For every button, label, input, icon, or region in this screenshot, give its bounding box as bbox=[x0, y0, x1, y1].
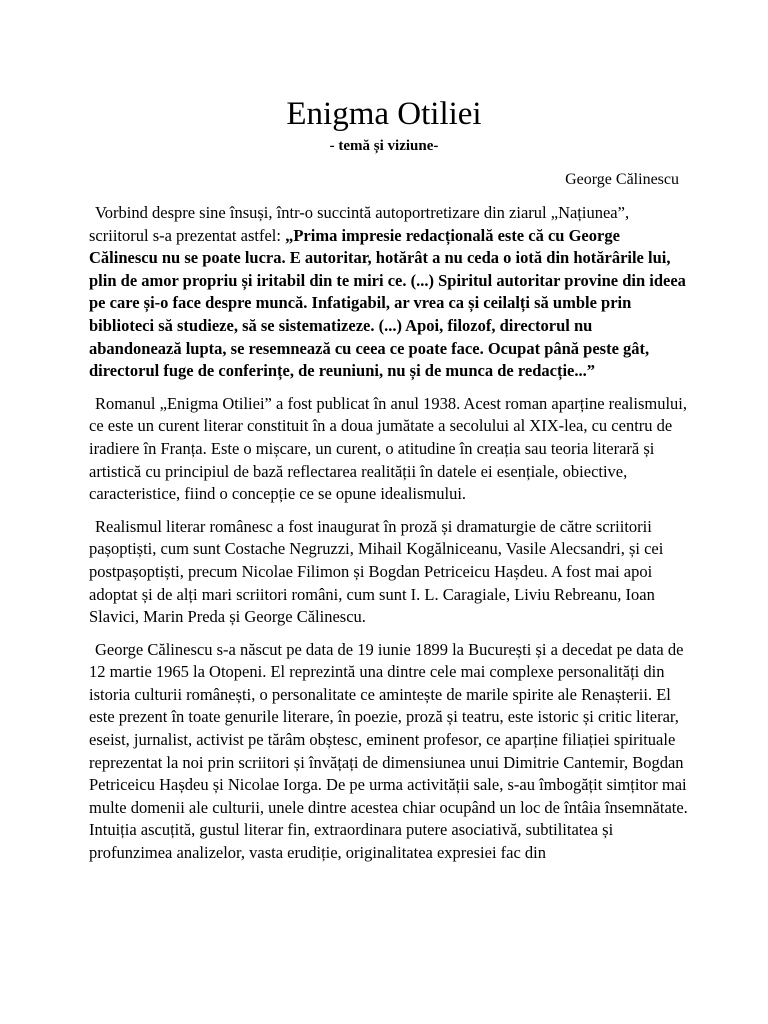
document-author: George Călinescu bbox=[565, 171, 679, 188]
body-paragraph: Romanul „Enigma Otiliei” a fost publicat în anul 1938. Acest roman aparține realismului, ce este un curent literar constituit în a doua jumătate a secolului al XIX-lea, cu centru de iradiere în Franța. Este o mișcare, un curent, o atitudine în creația sau teoria literară și artistică cu principiul de bază reflectarea realității în datele ei esențiale, obiective, caracteristice, fiind o concepție ce se opune idealismului. bbox=[89, 393, 688, 504]
intro-quote: „Prima impresie redacțională este că cu George Călinescu nu se poate lucra. E autoritar, hotărât a nu ceda o iotă din hotărârile lui, plin de amor propriu și iritabil din te miri ce. (...) Spiritul autoritar provine din ideea pe care și-o face despre muncă. Infatigabil, ar vrea ca și ceilalți să umble prin biblioteci să studieze, să se sistematizeze. (...) Apoi, filozof, directorul nu abandonează lupta, se resemnează cu ceea ce poate face. Ocupat până peste gât, directorul fuge de conferințe, de reuniuni, nu și de munca de redacție...” bbox=[89, 225, 686, 381]
intro-lead: Vorbind despre sine însuși, într-o succintă autoportretizare din ziarul „Națiunea”, scriitorul s-a prezentat astfel: bbox=[89, 203, 630, 245]
intro-paragraph bbox=[89, 202, 689, 383]
document-title: Enigma Otiliei bbox=[286, 96, 482, 132]
body-paragraph: George Călinescu s-a născut pe data de 19 iunie 1899 la București și a decedat pe data de 12 martie 1965 la Otopeni. El reprezintă una dintre cele mai complexe personalități din istoria culturii românești, o personalitate ce amintește de marile spirite ale Renașterii. El este prezent în toate genurile literare, în poezie, proză și teatru, este istoric și critic literar, eseist, jurnalist, activist pe tărâm obștesc, eminent profesor, ce aparține filiației spirituale reprezentat la noi prin scriitori și învățați de dimensiunea unui Dimitrie Cantemir, Bogdan Petriceicu Hașdeu și Nicolae Iorga. De pe urma activității sale, s-au îmbogățit simțitor mai multe domenii ale culturii, unele dintre acestea chiar ocupând un loc de întâia însemnătate. Intuiția ascuțită, gustul literar fin, extraordinara putere asociativă, subtilitatea și profunzimea analizelor, vasta erudiție, originalitatea expresiei fac din bbox=[89, 639, 688, 863]
document-subtitle: - temă și viziune- bbox=[329, 138, 439, 154]
body-paragraph: Realismul literar românesc a fost inaugurat în proză și dramaturgie de către scriitorii pașoptiști, cum sunt Costache Negruzzi, Mihail Kogălniceanu, Vasile Alecsandri, și cei postpașoptiști, precum Nicolae Filimon și Bogdan Petriceicu Hașdeu. A fost mai apoi adoptat și de alți mari scriitori români, cum sunt I. L. Caragiale, Liviu Rebreanu, Ioan Slavici, Marin Preda și George Călinescu. bbox=[89, 516, 664, 627]
document-body bbox=[89, 202, 689, 875]
